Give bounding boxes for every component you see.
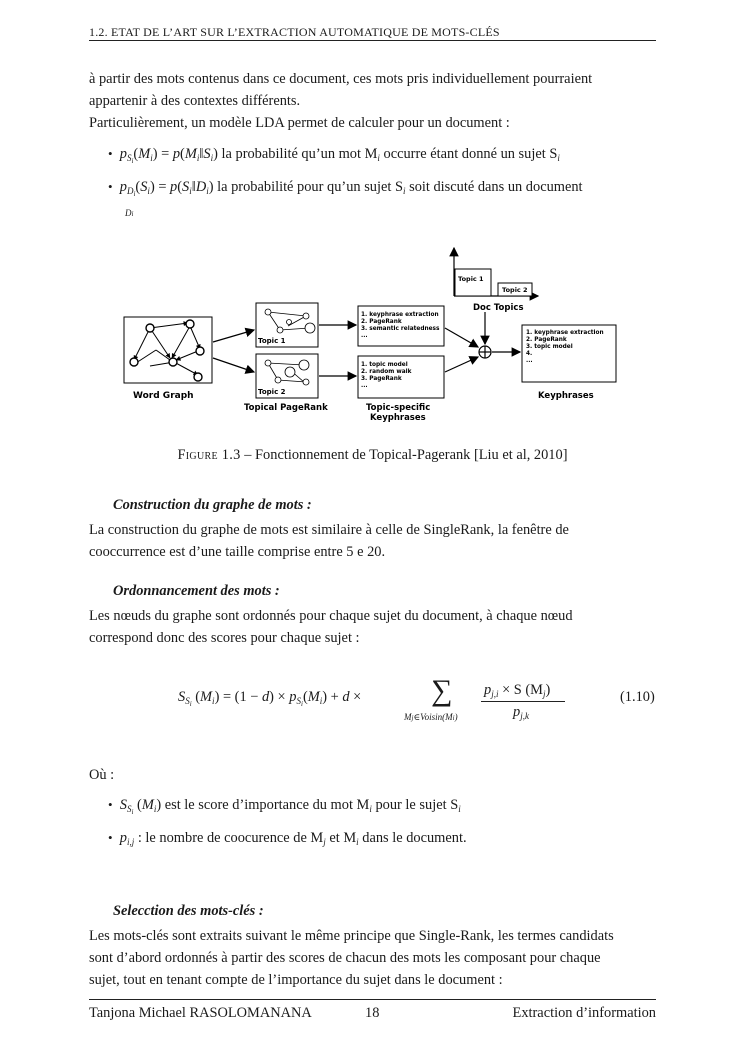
keyphrase-item-1: 1. keyphrase extraction [526,330,604,336]
caption-prefix: Figure 1.3 [177,447,241,463]
equation-lhs: $S_{S_i}$ $(M_i) = (1 - d) \times p_{S_i}(M_i) + d$ × [178,689,362,708]
equation-numerator: $p_{j,i} \times S$ $(M_j)$ [484,682,551,699]
caption-text: – Fonctionnement de Topical-Pagerank [Liu et al, 2010] [240,447,568,463]
lda-bullet-1-tail: occurre étant donné un sujet S [379,146,558,162]
section-construction-body [89,519,656,563]
lda-bullet-2-tail: soit discuté dans un document [405,179,583,195]
equation-sum-range: Mj∈Voisin(Mi) [404,712,458,722]
keyphrase-item-3: 3. topic model [526,344,573,350]
arrow-list2-combiner [445,357,478,372]
list2-item-2: 2. random walk [361,369,412,375]
where-bullet-2: • $p_{i,j}$ : le nombre de coocurence de $M_j$ et $M_i$ dans le document. [108,830,467,847]
section-ordonnancement-title: Ordonnancement des mots : [113,583,280,599]
lda-bullet-2-text: la probabilité pour qu’un sujet S [217,179,403,195]
list2-item-4: ... [361,383,368,389]
header-rule [89,40,656,41]
keyphrases-label: Keyphrases [538,391,594,401]
section3-line-2: sont d’abord ordonnés à partir des scores de chacun des mots les composant pour chaque [89,950,601,966]
equation-sum-sign: ∑ [431,674,453,707]
where-label: Où : [89,767,115,783]
list2-item-1: 1. topic model [361,362,408,368]
running-header: 1.2. ETAT DE L’ART SUR L’EXTRACTION AUTOMATIQUE DE MOTS-CLÉS [89,25,500,39]
footer-rule [89,999,656,1000]
doc-topics-label: Doc Topics [473,303,524,313]
arrow-wg-topic2 [213,358,254,372]
lda-bullet-2-cont: Di [125,208,134,218]
arrow-wg-topic1 [213,330,254,342]
equation-number: (1.10) [620,689,655,705]
list1-item-2: 2. PageRank [361,319,402,325]
arrow-list1-combiner [445,328,478,347]
section2-line-2: correspond donc des scores pour chaque sujet : [89,630,360,646]
footer-author: Tanjona Michael RASOLOMANANA [89,1005,312,1021]
section3-line-3: sujet, tout en tenant compte de l’importance du sujet dans le document : [89,972,503,988]
section3-line-1: Les mots-clés sont extraits suivant le même principe que Single-Rank, les termes candidats [89,928,614,944]
topic-specific-label-1: Topic-specific [366,403,431,413]
where-bullet-1: • $S_{S_i}$ $(M_i)$ est le score d’importance du mot $M_i$ pour le sujet $S_i$ [108,797,461,816]
lda-bullet-1: • $p_{S_i}(M_i)$ = $p(M_i‖S_i)$ la probabilité qu’un mot $M_i$ occurre étant donné un sujet $S_i$ [108,146,560,165]
doc-topic1-bar-label: Topic 1 [458,275,484,283]
intro-line-3: Particulièrement, un modèle LDA permet de calculer pour un document : [89,115,510,131]
keyphrase-item-2: 2. PageRank [526,337,567,343]
figure-caption [89,447,656,464]
list1-item-1: 1. keyphrase extraction [361,312,439,318]
lda-bullet-1-text: la probabilité qu’un mot M [221,146,378,162]
intro-paragraph [89,68,656,134]
footer-page-number: 18 [365,1005,380,1021]
list1-item-4: ... [361,333,368,339]
section1-line-2: cooccurrence est d’une taille comprise entre 5 e 20. [89,544,386,560]
section-construction-title: Construction du graphe de mots : [113,497,312,513]
lda-bullet-2: • $p_{D_i}(S_i)$ = $p(S_i‖D_i)$ la probabilité pour qu’un sujet $S_i$ soit discuté dans un document [108,179,583,198]
equation-denominator: $p_{j,k}$ [513,704,529,721]
word-graph-label: Word Graph [133,391,194,401]
topic2-label: Topic 2 [258,388,286,396]
section-selection-title: Selecction des mots-clés : [113,903,264,919]
topic-specific-label-2: Keyphrases [370,413,426,423]
intro-line-1: à partir des mots contenus dans ce document, ces mots pris individuellement pourraient [89,71,593,87]
section2-line-1: Les nœuds du graphe sont ordonnés pour chaque sujet du document, à chaque nœud [89,608,573,624]
doc-topic2-bar-label: Topic 2 [502,286,528,294]
equation-fraction-bar [481,701,565,702]
topical-pagerank-label: Topical PageRank [244,403,328,413]
list2-item-3: 3. PageRank [361,376,402,382]
section1-line-1: La construction du graphe de mots est similaire à celle de SingleRank, la fenêtre de [89,522,569,538]
keyphrase-item-5: ... [526,358,533,364]
section-ordonnancement-body [89,605,656,649]
topical-pagerank-figure [118,246,628,436]
list1-item-3: 3. semantic relatedness [361,326,440,332]
keyphrase-item-4: 4. [526,351,533,357]
section-selection-body [89,925,656,991]
intro-line-2: appartenir à des contextes différents. [89,93,301,109]
footer-subject: Extraction d’information [512,1005,656,1021]
topic1-label: Topic 1 [258,337,286,345]
